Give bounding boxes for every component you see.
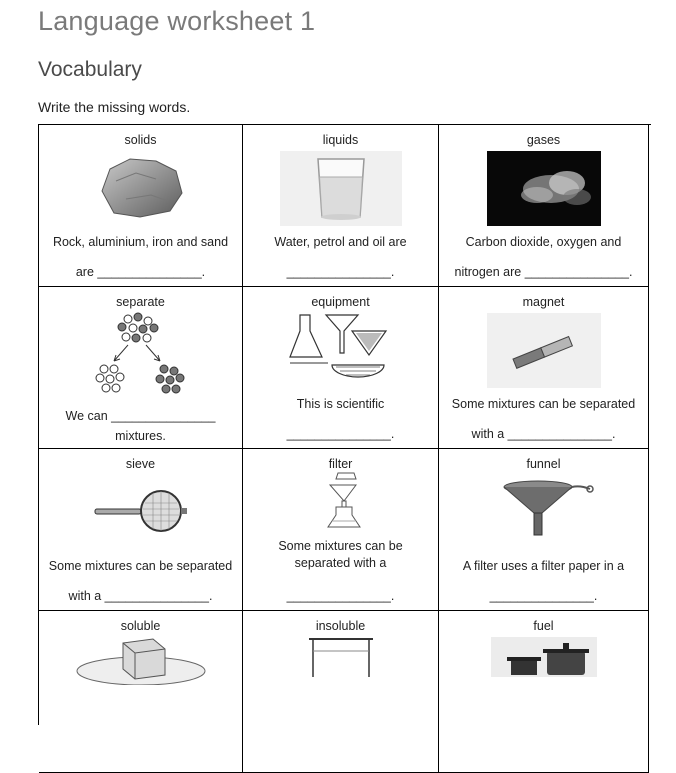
word-label: fuel xyxy=(533,619,554,633)
section-heading: Vocabulary xyxy=(38,58,142,81)
sentence-line-1: Some mixtures can be separated xyxy=(451,397,636,411)
word-label: separate xyxy=(116,295,165,309)
sentence-line-1: Some mixtures can be separated xyxy=(48,559,233,573)
sentence-line-1: Rock, aluminium, iron and sand xyxy=(52,235,229,249)
lab-glassware-icon xyxy=(286,311,396,392)
word-label: magnet xyxy=(522,295,565,309)
vocabulary-table xyxy=(38,124,651,725)
cell-funnel xyxy=(439,449,649,611)
sentence-line-1: This is scientific xyxy=(296,397,385,411)
sentence-line-1: Water, petrol and oil are xyxy=(274,235,407,249)
cell-gases xyxy=(439,125,649,287)
particles-icon xyxy=(86,311,196,402)
sentence-line-2: _______________. xyxy=(286,265,395,279)
sentence-line-1b: separated with a xyxy=(294,556,387,570)
sentence-line-1: Some mixtures can be xyxy=(278,539,403,553)
word-label: sieve xyxy=(125,457,156,471)
sentence-line-1: We can _______________ xyxy=(65,409,216,423)
sentence-line-2: with a _______________. xyxy=(68,589,213,603)
cell-filter xyxy=(243,449,439,611)
page-title: Language worksheet 1 xyxy=(38,6,316,36)
sentence-line-2: nitrogen are _______________. xyxy=(454,265,633,279)
smoke-icon xyxy=(487,151,601,231)
cooking-pot-icon xyxy=(491,637,597,682)
cell-insoluble xyxy=(243,611,439,773)
sentence-line-2: are _______________. xyxy=(75,265,206,279)
word-label: equipment xyxy=(311,295,370,309)
word-label: insoluble xyxy=(315,619,366,633)
cell-equipment xyxy=(243,287,439,449)
glass-of-water-icon xyxy=(280,151,402,231)
word-label: gases xyxy=(526,133,561,147)
cell-soluble xyxy=(39,611,243,773)
cell-separate xyxy=(39,287,243,449)
sentence-line-2: mixtures. xyxy=(115,429,166,443)
beaker-icon xyxy=(301,637,381,682)
word-label: funnel xyxy=(526,457,561,471)
sentence-line-2: _______________. xyxy=(286,589,395,603)
sentence-line-2: with a _______________. xyxy=(471,427,616,441)
sentence-line-2: _______________. xyxy=(489,589,598,603)
word-label: soluble xyxy=(120,619,161,633)
word-label: filter xyxy=(328,457,353,471)
sieve-icon xyxy=(91,481,191,546)
cell-fuel xyxy=(439,611,649,773)
sentence-line-1: Carbon dioxide, oxygen and xyxy=(465,235,622,249)
sugar-cube-icon xyxy=(61,635,221,690)
magnet-icon xyxy=(487,313,601,393)
cell-magnet xyxy=(439,287,649,449)
sentence-line-2: _______________. xyxy=(286,427,395,441)
word-label: solids xyxy=(124,133,157,147)
sentence-line-1: A filter uses a filter paper in a xyxy=(462,559,625,573)
funnel-icon xyxy=(494,477,594,544)
cell-solids xyxy=(39,125,243,287)
cell-liquids xyxy=(243,125,439,287)
rock-icon xyxy=(96,151,186,226)
cell-sieve xyxy=(39,449,243,611)
word-label: liquids xyxy=(322,133,359,147)
filter-icon xyxy=(316,471,366,536)
instructions: Write the missing words. xyxy=(38,99,191,115)
